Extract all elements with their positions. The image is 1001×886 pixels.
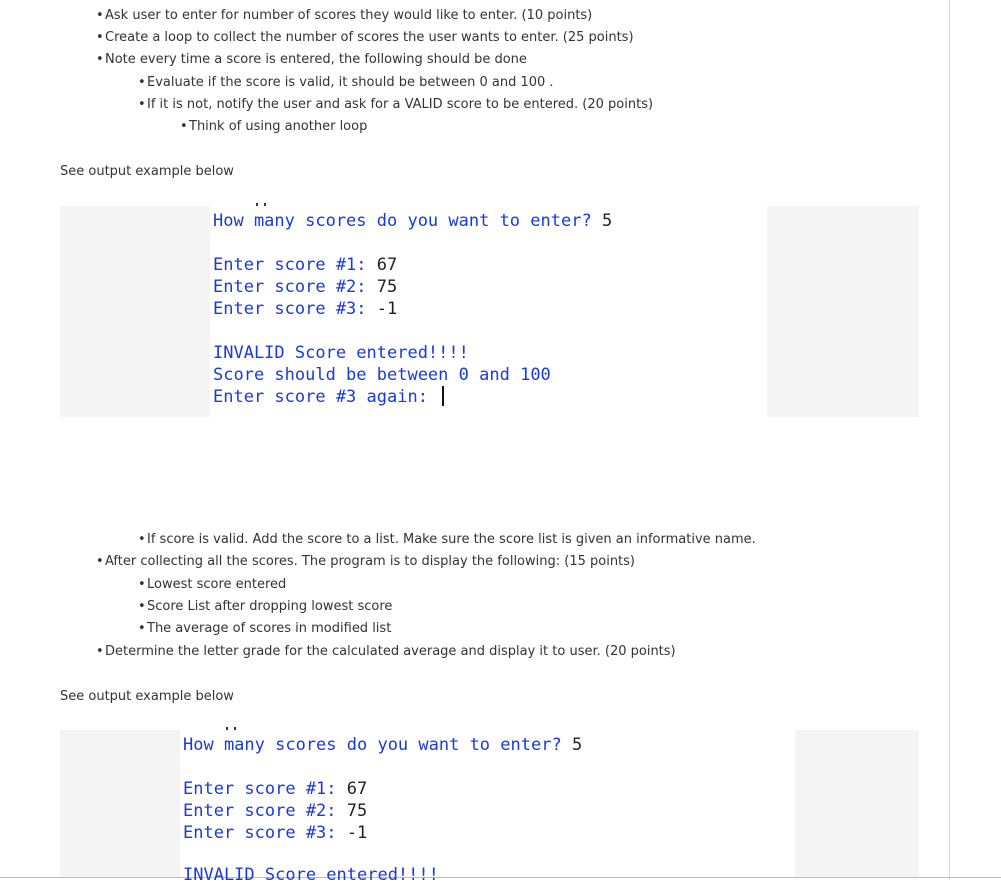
text-cursor xyxy=(442,386,444,406)
instruction-item: •Ask user to enter for number of scores they would like to enter. (10 points) xyxy=(96,8,593,23)
terminal-line: Enter score #1: 67 xyxy=(213,255,398,275)
terminal-line: Enter score #1: 67 xyxy=(183,779,368,799)
terminal-line: Enter score #2: 75 xyxy=(213,277,398,297)
page-right-border xyxy=(949,0,950,880)
instruction-text: Evaluate if the score is valid, it should be between 0 and 100 . xyxy=(147,75,554,90)
terminal-line: Score should be between 0 and 100 xyxy=(213,365,551,385)
terminal-line: Enter score #3: -1 xyxy=(183,823,368,843)
instruction-text: If it is not, notify the user and ask for a VALID score to be entered. (20 points) xyxy=(147,97,654,112)
cropped-glyph xyxy=(256,203,258,206)
instruction-subitem: •If score is valid. Add the score to a list. Make sure the score list is given an informative name. xyxy=(138,532,756,547)
instruction-text: Create a loop to collect the number of scores the user wants to enter. (25 points) xyxy=(105,30,634,45)
instruction-text: Think of using another loop xyxy=(189,119,368,134)
instruction-text: Determine the letter grade for the calculated average and display it to user. (20 points) xyxy=(105,644,676,659)
cropped-glyph xyxy=(226,727,228,730)
terminal-line: INVALID Score entered!!!! xyxy=(213,343,469,363)
instruction-text: Ask user to enter for number of scores they would like to enter. (10 points) xyxy=(105,8,593,23)
terminal-line: Enter score #3 again: xyxy=(213,386,444,408)
page-bottom-border xyxy=(0,877,1001,878)
instruction-text: The average of scores in modified list xyxy=(147,621,392,636)
terminal-line: Enter score #2: 75 xyxy=(183,801,368,821)
terminal-line: Enter score #3: -1 xyxy=(213,299,398,319)
see-output-note: See output example below xyxy=(60,164,234,179)
instruction-text: Note every time a score is entered, the following should be done xyxy=(105,52,527,67)
instruction-text: After collecting all the scores. The program is to display the following: (15 points) xyxy=(105,554,636,569)
cropped-glyph xyxy=(234,727,236,730)
instruction-text: If score is valid. Add the score to a list. Make sure the score list is given an informative name. xyxy=(147,532,756,547)
instruction-item: •Determine the letter grade for the calculated average and display it to user. (20 points) xyxy=(96,644,676,659)
instruction-subitem: •Score List after dropping lowest score xyxy=(138,599,393,614)
instruction-item: •Create a loop to collect the number of scores the user wants to enter. (25 points) xyxy=(96,30,634,45)
cropped-glyph xyxy=(264,203,266,206)
instruction-item: •Note every time a score is entered, the following should be done xyxy=(96,52,527,67)
instruction-text: Score List after dropping lowest score xyxy=(147,599,393,614)
instruction-subitem: •Evaluate if the score is valid, it should be between 0 and 100 . xyxy=(138,75,554,90)
instruction-subitem: •Lowest score entered xyxy=(138,577,287,592)
see-output-note: See output example below xyxy=(60,689,234,704)
terminal-line: INVALID Score entered!!!! xyxy=(183,865,439,885)
terminal-line: How many scores do you want to enter? 5 xyxy=(183,735,583,755)
instruction-text: Lowest score entered xyxy=(147,577,287,592)
instruction-subitem: •The average of scores in modified list xyxy=(138,621,392,636)
terminal-line: How many scores do you want to enter? 5 xyxy=(213,211,613,231)
instruction-item: •After collecting all the scores. The program is to display the following: (15 points) xyxy=(96,554,636,569)
instruction-subsubitem: •Think of using another loop xyxy=(180,119,368,134)
instruction-subitem: •If it is not, notify the user and ask for a VALID score to be entered. (20 points) xyxy=(138,97,654,112)
